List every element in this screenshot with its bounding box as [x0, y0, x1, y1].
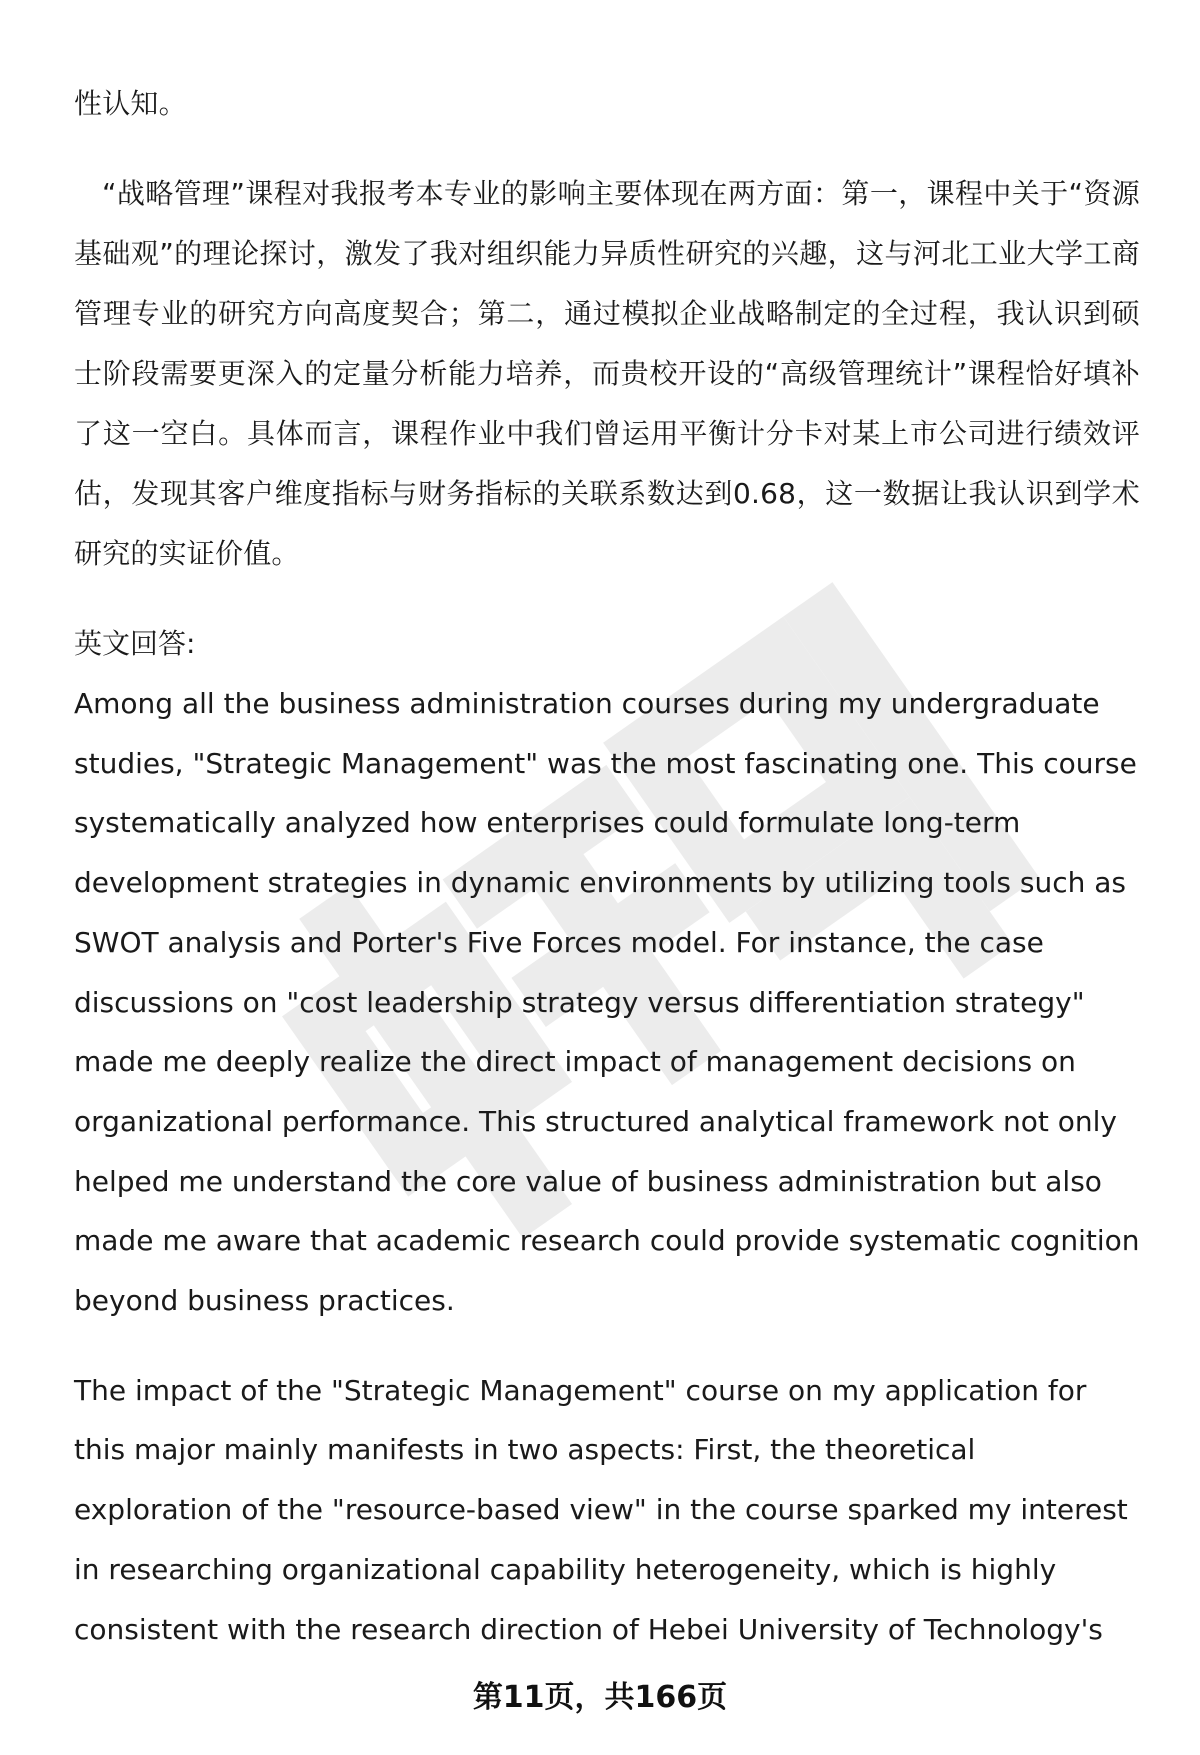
page-number-footer: 第11页，共166页: [472, 1680, 728, 1715]
chinese-paragraph: “战略管理”课程对我报考本专业的影响主要体现在两方面：第一，课程中关于“资源基础观”的理论探讨，激发了我对组织能力异质性研究的兴趣，这与河北工业大学工商管理专业的研究方向高度契合；第二，通过模拟企业战略制定的全过程，我认识到硕士阶段需要更深入的定量分析能力培养，而贵校开设的“高级管理统计”课程恰好填补了这一空白。具体而言，课程作业中我们曾运用平衡计分卡对某上市公司进行绩效评估，发现其客户维度指标与财务指标的关联系数达到0.68，这一数据让我认识到学术研究的实证价值。: [74, 177, 1140, 570]
document-body: [74, 74, 1140, 1659]
english-paragraph-1: Among all the business administration courses during my undergraduate studies, "Strategic Management" was the most fascinating one. This course systematically analyzed how enterprises could formulate long-term development strategies in dynamic environments by utilizing tools such as SWOT analysis and Porter's Five Forces model. For instance, the case discussions on "cost leadership strategy versus differentiation strategy" made me deeply realize the direct impact of management decisions on organizational performance. This structured analytical framework not only helped me understand the core value of business administration but also made me aware that academic research could provide systematic cognition beyond business practices.: [74, 687, 1140, 1318]
english-paragraph-2: The impact of the "Strategic Management" course on my application for this major mainly manifests in two aspects: First, the theoretical exploration of the "resource-based view" in the course sparked my interest in researching organizational capability heterogeneity, which is highly consistent with the research direction of Hebei University of Technology's: [74, 1373, 1128, 1646]
english-answer-label: 英文回答:: [74, 627, 196, 660]
chinese-intro-tail: 性认知。: [74, 87, 187, 120]
